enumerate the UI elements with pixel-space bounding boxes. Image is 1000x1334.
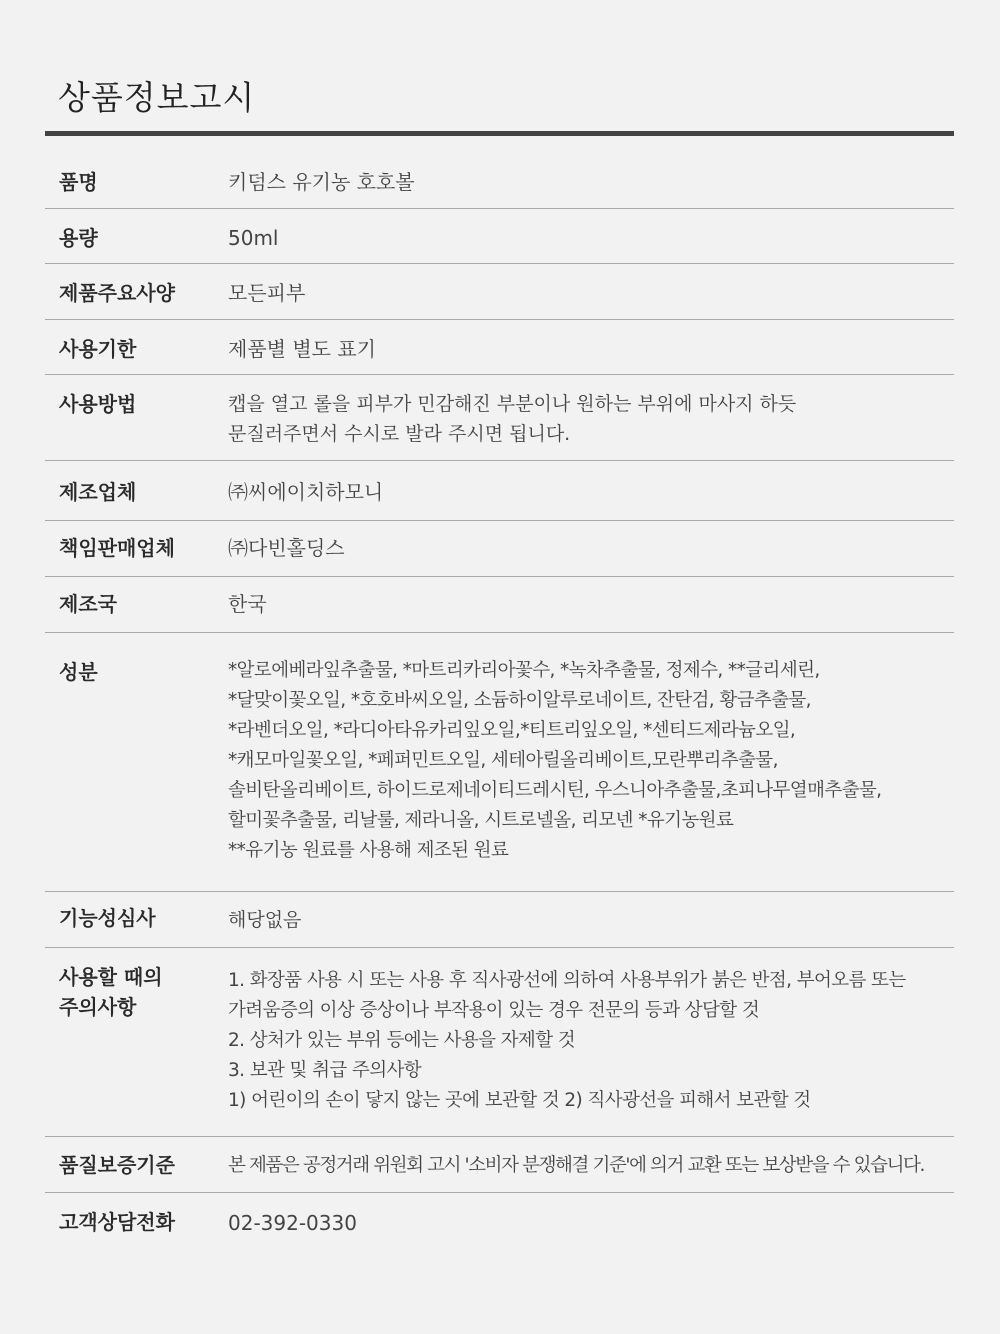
row-ingredients xyxy=(45,633,954,892)
row-country xyxy=(45,577,954,633)
row-label: 고객상담전화 xyxy=(59,1210,175,1234)
row-label: 품명 xyxy=(59,170,98,194)
row-value xyxy=(228,656,954,866)
row-value xyxy=(228,167,954,197)
row-functional-review xyxy=(45,892,954,948)
row-label: 사용방법 xyxy=(59,392,137,416)
row-main-spec xyxy=(45,264,954,320)
value-line: ㈜씨에이치하모니 xyxy=(228,480,384,504)
title-divider xyxy=(45,131,954,136)
value-line: 50ml xyxy=(228,226,279,250)
row-label: 사용할 때의 주의사항 xyxy=(59,965,163,1019)
value-line: 해당없음 xyxy=(228,909,302,931)
value-line: *라벤더오일, *라디아타유카리잎오일,*티트리잎오일, *센티드제라늄오일, xyxy=(228,720,796,741)
row-value xyxy=(228,1151,954,1181)
row-usage xyxy=(45,375,954,461)
value-line: **유기농 원료를 사용해 제조된 원료 xyxy=(228,840,509,861)
row-customer-phone xyxy=(45,1193,954,1253)
value-line: 할미꽃추출물, 리날룰, 제라니올, 시트로넬올, 리모넨 *유기농원료 xyxy=(228,810,734,831)
value-line: 문질러주면서 수시로 발라 주시면 됩니다. xyxy=(228,423,571,445)
info-table xyxy=(45,153,954,1253)
row-manufacturer xyxy=(45,461,954,521)
value-line: 1. 화장품 사용 시 또는 사용 후 직사광선에 의하여 사용부위가 붉은 반점, 부어오름 또는 xyxy=(228,970,906,991)
row-distributor xyxy=(45,521,954,577)
row-value xyxy=(228,905,954,935)
row-expiry xyxy=(45,320,954,375)
row-value xyxy=(228,1208,954,1238)
row-value xyxy=(228,278,954,308)
row-value xyxy=(228,533,954,563)
page-title: 상품정보고시 xyxy=(58,78,256,117)
row-label: 사용기한 xyxy=(59,337,137,361)
row-label: 책임판매업체 xyxy=(59,536,175,560)
row-volume xyxy=(45,209,954,264)
row-label: 품질보증기준 xyxy=(59,1153,175,1177)
value-line: 캡을 열고 롤을 피부가 민감해진 부분이나 원하는 부위에 마사지 하듯 xyxy=(228,393,797,415)
value-line: *달맞이꽃오일, *호호바씨오일, 소듐하이알루로네이트, 잔탄검, 황금추출물, xyxy=(228,690,811,711)
value-line: 본 제품은 공정거래 위원회 고시 '소비자 분쟁해결 기준'에 의거 교환 또는 보상받을 수 있습니다. xyxy=(228,1155,925,1176)
row-value xyxy=(228,477,954,507)
row-label: 기능성심사 xyxy=(59,906,156,930)
row-label: 용량 xyxy=(59,226,98,250)
value-line: 02-392-0330 xyxy=(228,1211,357,1235)
value-line: 한국 xyxy=(228,592,267,616)
row-value xyxy=(228,223,954,253)
row-value xyxy=(228,334,954,364)
row-value xyxy=(228,966,954,1116)
value-line: *알로에베라잎추출물, *마트리카리아꽃수, *녹차추출물, 정제수, **글리세린, xyxy=(228,660,820,681)
value-line: ㈜다빈홀딩스 xyxy=(228,536,345,560)
row-quality-standard xyxy=(45,1137,954,1193)
row-value xyxy=(228,389,954,449)
value-line: 모든피부 xyxy=(228,281,306,305)
value-line: 가려움증의 이상 증상이나 부작용이 있는 경우 전문의 등과 상담할 것 xyxy=(228,1000,760,1021)
value-line: 솔비탄올리베이트, 하이드로제네이티드레시틴, 우스니아추출물,초피나무열매추출물, xyxy=(228,780,882,801)
value-line: 1) 어린이의 손이 닿지 않는 곳에 보관할 것 2) 직사광선을 피해서 보관할 것 xyxy=(228,1090,811,1111)
row-label: 제조국 xyxy=(59,592,117,616)
value-line: 키덤스 유기농 호호볼 xyxy=(228,170,415,194)
row-label: 제품주요사양 xyxy=(59,281,175,305)
value-line: 3. 보관 및 취급 주의사항 xyxy=(228,1060,422,1081)
row-product-name xyxy=(45,153,954,209)
value-line: *캐모마일꽃오일, *페퍼민트오일, 세테아릴올리베이트,모란뿌리추출물, xyxy=(228,750,778,771)
value-line: 2. 상처가 있는 부위 등에는 사용을 자제할 것 xyxy=(228,1030,576,1051)
value-line: 제품별 별도 표기 xyxy=(228,337,376,361)
row-precautions xyxy=(45,948,954,1137)
row-label: 성분 xyxy=(59,660,98,684)
row-value xyxy=(228,589,954,619)
row-label: 제조업체 xyxy=(59,480,137,504)
